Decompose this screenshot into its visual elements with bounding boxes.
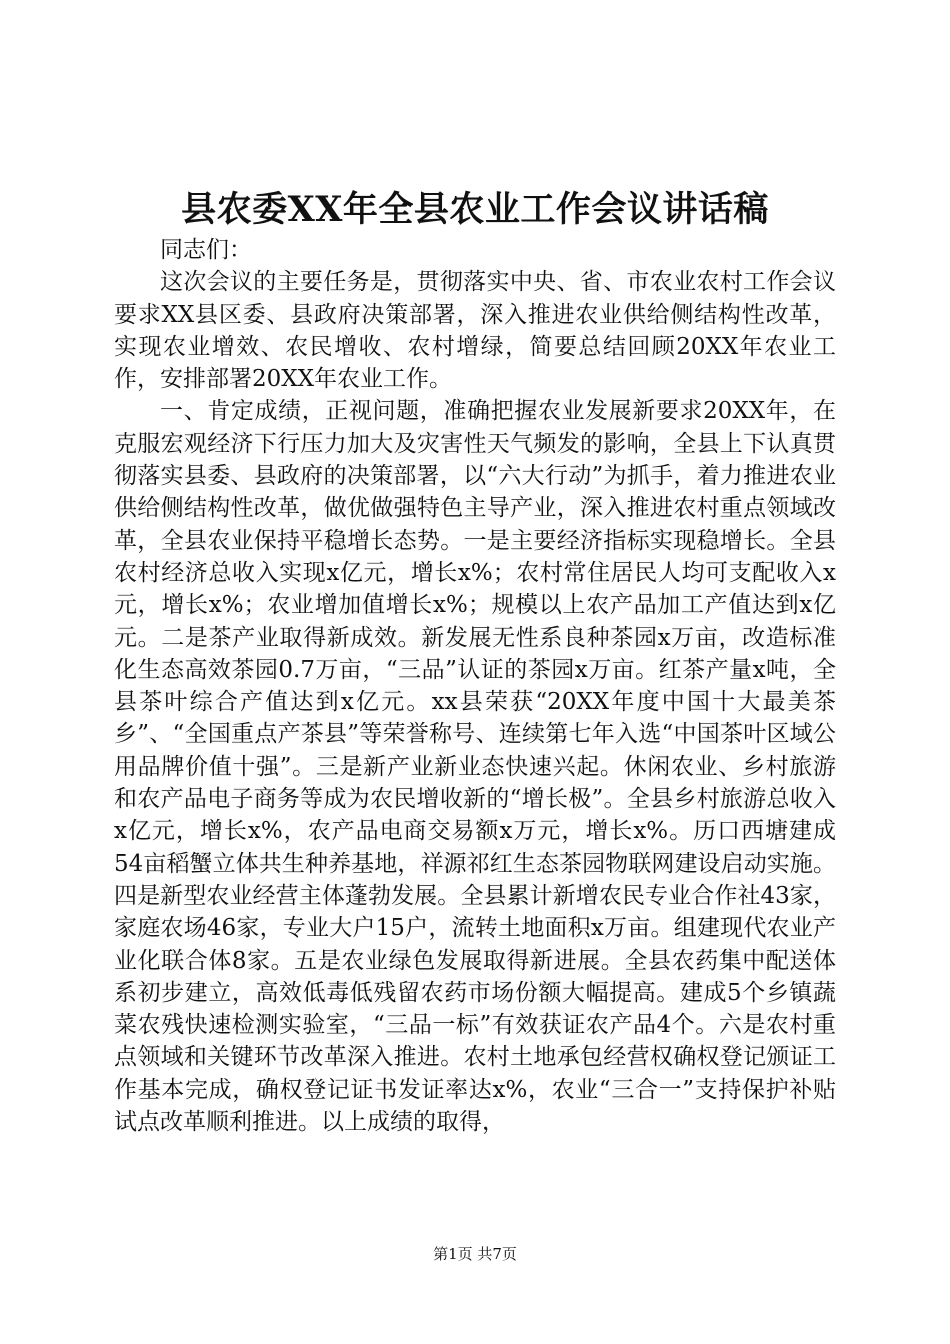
salutation: 同志们： bbox=[160, 237, 252, 263]
page-number: 第1页 bbox=[433, 1245, 473, 1263]
page-footer bbox=[0, 1244, 950, 1264]
paragraph-intro: 这次会议的主要任务是，贯彻落实中央、省、市农业农村工作会议要求XX县区委、县政府决策部署，深入推进农业供给侧结构性改革，实现农业增效、农民增收、农村增绿，简要总结回顾20XX年农业工作，安排部署20XX年农业工作。 bbox=[114, 269, 836, 393]
document-title: 县农委XX年全县农业工作会议讲话稿 bbox=[181, 189, 769, 230]
page-total: 共7页 bbox=[477, 1245, 517, 1263]
document-body bbox=[114, 234, 836, 1138]
paragraph-achievements: 一、肯定成绩，正视问题，准确把握农业发展新要求20XX年，在克服宏观经济下行压力加大及灾害性天气频发的影响，全县上下认真贯彻落实县委、县政府的决策部署，以“六大行动”为抓手，着力推进农业供给侧结构性改革，做优做强特色主导产业，深入推进农村重点领域改革，全县农业保持平稳增长态势。一是主要经济指标实现稳增长。全县农村经济总收入实现x亿元，增长x%；农村常住居民人均可支配收入x元，增长x%；农业增加值增长x%；规模以上农产品加工产值达到x亿元。二是茶产业取得新成效。新发展无性系良种茶园x万亩，改造标准化生态高效茶园0.7万亩，“三品”认证的茶园x万亩。红茶产量x吨，全县茶叶综合产值达到x亿元。xx县荣获“20XX年度中国十大最美茶乡”、“全国重点产茶县”等荣誉称号、连续第七年入选“中国茶叶区域公用品牌价值十强”。三是新产业新业态快速兴起。休闲农业、乡村旅游和农产品电子商务等成为农民增收新的“增长极”。全县乡村旅游总收入x亿元，增长x%，农产品电商交易额x万元，增长x%。历口西塘建成54亩稻蟹立体共生种养基地，祥源祁红生态茶园物联网建设启动实施。四是新型农业经营主体蓬勃发展。全县累计新增农民专业合作社43家，家庭农场46家，专业大户15户，流转土地面积x万亩。组建现代农业产业化联合体8家。五是农业绿色发展取得新进展。全县农药集中配送体系初步建立，高效低毒低残留农药市场份额大幅提高。建成5个乡镇蔬菜农残快速检测实验室，“三品一标”有效获证农产品4个。六是农村重点领域和关键环节改革深入推进。农村土地承包经营权确权登记颁证工作基本完成，确权登记证书发证率达x%，农业“三合一”支持保护补贴试点改革顺利推进。以上成绩的取得， bbox=[114, 398, 836, 1136]
